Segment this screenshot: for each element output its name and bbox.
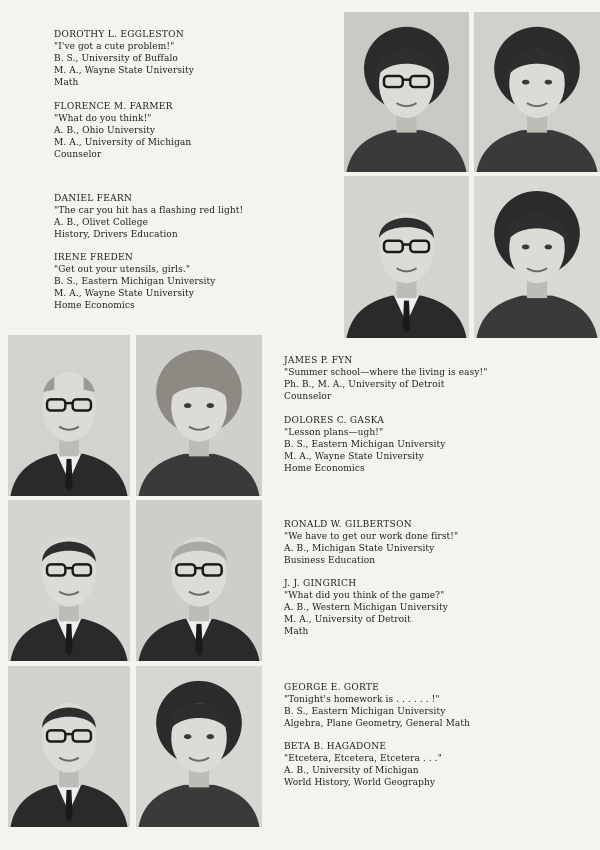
faculty-degree: B. S., University of Buffalo: [54, 54, 178, 64]
portrait-image: [136, 335, 262, 496]
faculty-entry-hagadone: [284, 741, 442, 789]
faculty-entry-gaska: [284, 415, 445, 475]
faculty-quote: "We have to get our work done first!": [284, 532, 459, 542]
faculty-degree: B. S., Eastern Michigan University: [284, 707, 446, 717]
portrait-image: [136, 500, 262, 661]
faculty-entry-gilbertson: [284, 519, 458, 567]
portrait-gilbertson: [8, 500, 130, 661]
faculty-name: J. J. GINGRICH: [284, 579, 357, 589]
faculty-subject: Algebra, Plane Geometry, General Math: [284, 719, 470, 729]
necktie-shape: [65, 459, 72, 491]
faculty-degree: Ph. B., M. A., University of Detroit: [284, 380, 445, 390]
faculty-quote: "Etcetera, Etcetera, Etcetera . . .": [284, 754, 442, 764]
portrait-image: [8, 335, 130, 496]
clothing-shape: [347, 130, 467, 172]
faculty-degree: M. A., Wayne State University: [284, 452, 424, 462]
faculty-entry-eggleston: [54, 29, 194, 89]
faculty-subject: World History, World Geography: [284, 778, 436, 788]
faculty-subject: Counselor: [54, 150, 102, 160]
portrait-image: [8, 500, 130, 661]
faculty-name: IRENE FREDEN: [54, 253, 134, 263]
faculty-subject: Home Economics: [54, 301, 135, 311]
faculty-degree: M. A., University of Detroit: [284, 615, 411, 625]
faculty-name: DOROTHY L. EGGLESTON: [54, 30, 185, 40]
portrait-gorte: [8, 666, 130, 827]
faculty-name: DANIEL FEARN: [54, 194, 133, 204]
faculty-degree: A. B., University of Michigan: [284, 766, 419, 776]
portrait-fyn: [8, 335, 130, 496]
faculty-quote: "The car you hit has a flashing red light!: [54, 206, 244, 216]
necktie-shape: [403, 301, 411, 333]
faculty-quote: "What do you think!": [54, 114, 152, 124]
eye-right: [545, 80, 553, 85]
faculty-quote: "What did you think of the game?": [284, 591, 445, 601]
eye-right: [207, 734, 215, 739]
faculty-name: FLORENCE M. FARMER: [54, 102, 173, 112]
faculty-degree: M. A., University of Michigan: [54, 138, 192, 148]
eye-left: [522, 245, 530, 250]
faculty-quote: "I've got a cute problem!": [54, 42, 175, 52]
portrait-gaska: [136, 335, 262, 496]
faculty-entry-gingrich: [284, 578, 448, 638]
portrait-image: [136, 666, 262, 827]
portrait-image: [8, 666, 130, 827]
faculty-entry-fyn: [284, 355, 488, 403]
faculty-degree: B. S., Eastern Michigan University: [284, 440, 446, 450]
eye-left: [522, 80, 530, 85]
eye-left: [184, 734, 192, 739]
faculty-subject: History, Drivers Education: [54, 230, 178, 240]
clothing-shape: [139, 785, 260, 827]
faculty-quote: "Summer school—where the living is easy!": [284, 368, 488, 378]
faculty-entry-farmer: [54, 101, 191, 161]
faculty-entry-freden: [54, 252, 215, 312]
faculty-entry-fearn: [54, 193, 243, 241]
faculty-degree: M. A., Wayne State University: [54, 289, 194, 299]
portrait-fearn: [344, 176, 469, 338]
portrait-hagadone: [136, 666, 262, 827]
eye-right: [207, 403, 215, 408]
eye-right: [545, 245, 553, 250]
faculty-degree: M. A., Wayne State University: [54, 66, 194, 76]
faculty-subject: Math: [284, 627, 309, 637]
portrait-gingrich: [136, 500, 262, 661]
portrait-image: [344, 176, 469, 338]
faculty-degree: B. S., Eastern Michigan University: [54, 277, 216, 287]
faculty-quote: "Lesson plans—ugh!": [284, 428, 384, 438]
portrait-farmer: [474, 12, 600, 172]
portrait-freden: [474, 176, 600, 338]
clothing-shape: [477, 130, 598, 172]
faculty-subject: Counselor: [284, 392, 332, 402]
faculty-subject: Math: [54, 78, 79, 88]
portrait-image: [344, 12, 469, 172]
faculty-entry-gorte: [284, 682, 470, 730]
clothing-shape: [477, 296, 598, 338]
necktie-shape: [195, 624, 203, 656]
faculty-degree: A. B., Michigan State University: [284, 544, 435, 554]
portrait-image: [474, 12, 600, 172]
faculty-name: DOLORES C. GASKA: [284, 416, 385, 426]
faculty-name: JAMES P. FYN: [284, 356, 353, 366]
faculty-quote: "Get out your utensils, girls.": [54, 265, 191, 275]
necktie-shape: [65, 790, 72, 822]
faculty-name: GEORGE E. GORTE: [284, 683, 380, 693]
faculty-quote: "Tonight's homework is . . . . . . !": [284, 695, 440, 705]
portrait-eggleston: [344, 12, 469, 172]
faculty-subject: Business Education: [284, 556, 376, 566]
faculty-subject: Home Economics: [284, 464, 365, 474]
faculty-degree: A. B., Ohio University: [54, 126, 156, 136]
necktie-shape: [65, 624, 72, 656]
faculty-degree: A. B., Olivet College: [54, 218, 149, 228]
faculty-degree: A. B., Western Michigan University: [284, 603, 448, 613]
portrait-image: [474, 176, 600, 338]
faculty-name: RONALD W. GILBERTSON: [284, 520, 412, 530]
clothing-shape: [139, 454, 260, 496]
faculty-name: BETA B. HAGADONE: [284, 742, 387, 752]
eye-left: [184, 403, 192, 408]
